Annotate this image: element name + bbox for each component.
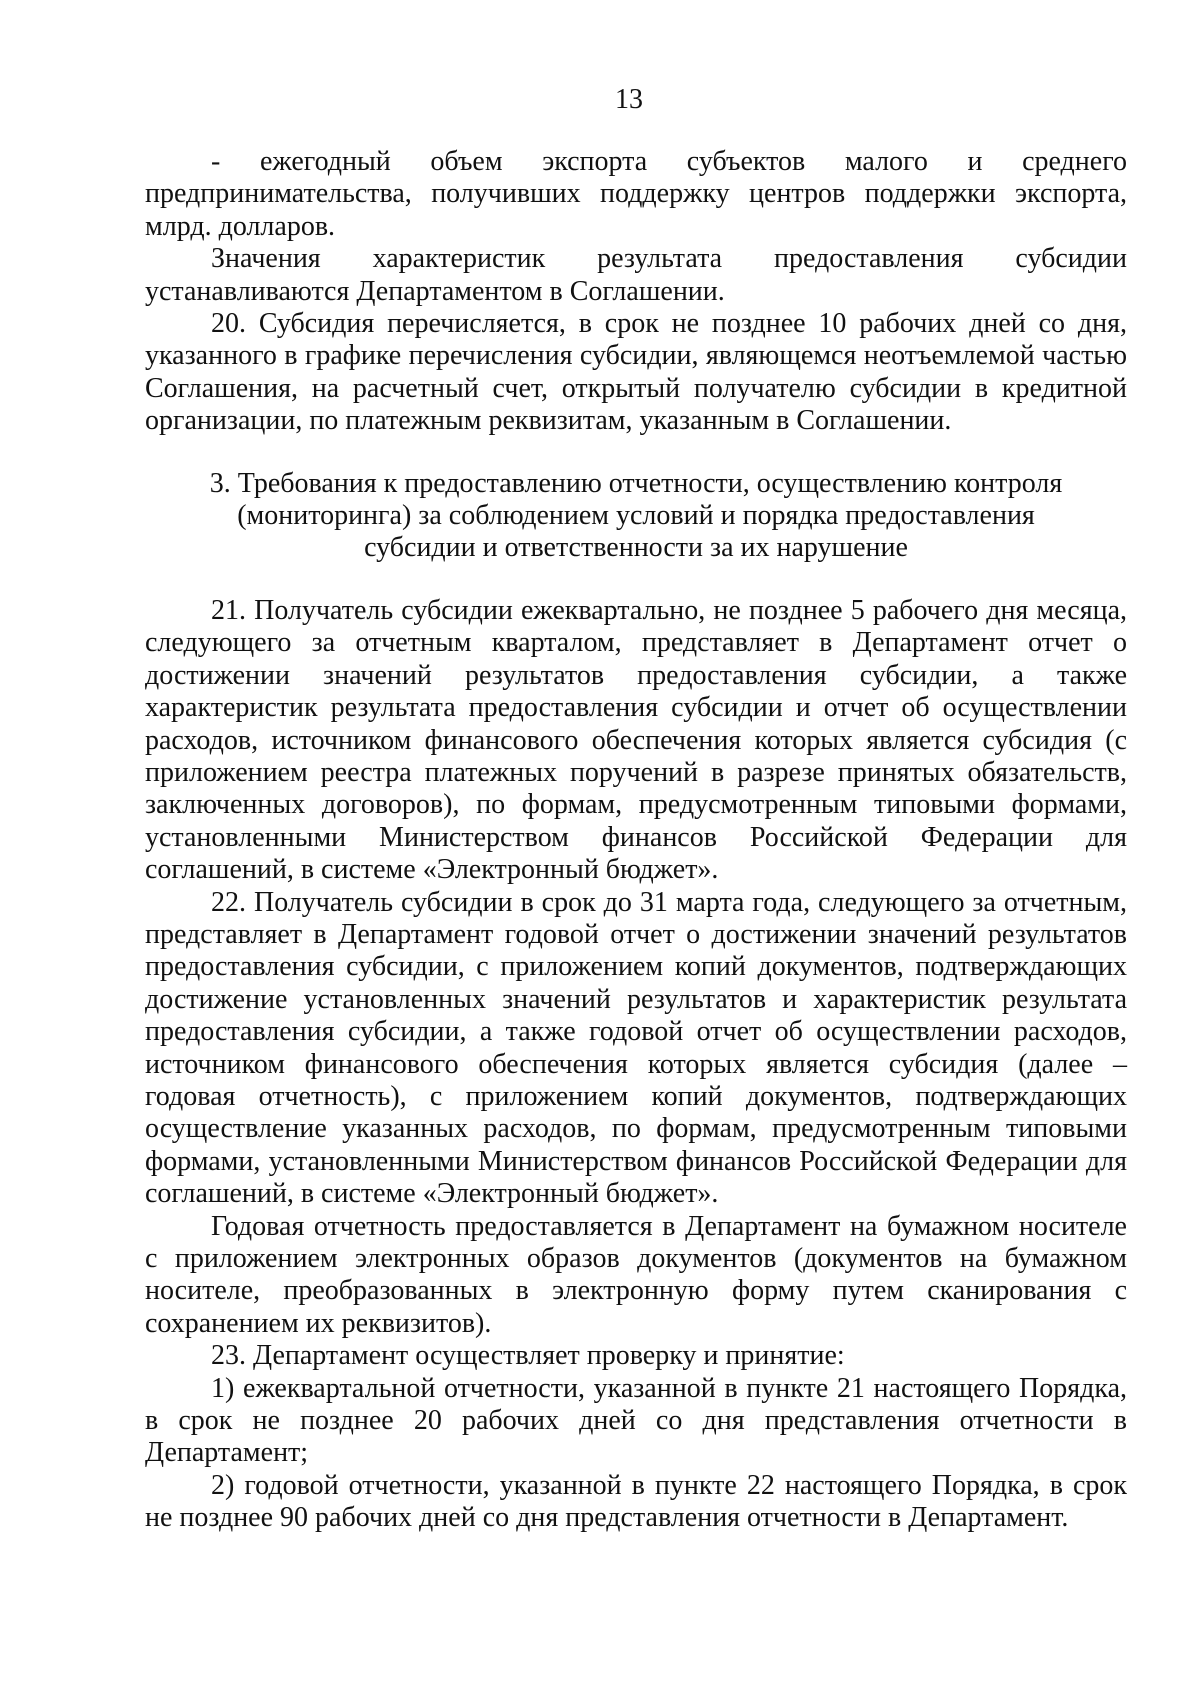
paragraph-item-23-1: 1) ежеквартальной отчетности, указанной в пункте 21 настоящего Порядка, в срок не позднее 20 рабочих дней со дня представления отчетности в Департамент; <box>145 1372 1127 1469</box>
paragraph-annual-reporting: Годовая отчетность предоставляется в Департамент на бумажном носителе с приложением электронных образов документов (документов на бумажном носителе, преобразованных в электронную форму путем сканирования с сохранением их реквизитов). <box>145 1210 1127 1339</box>
page-number: 13 <box>615 84 643 115</box>
paragraph-item-23: 23. Департамент осуществляет проверку и принятие: <box>211 1340 845 1372</box>
paragraph-item-23-2: 2) годовой отчетности, указанной в пункте 22 настоящего Порядка, в срок не позднее 90 рабочих дней со дня представления отчетности в Департамент. <box>145 1469 1127 1534</box>
paragraph-characteristics-values: Значения характеристик результата предоставления субсидии устанавливаются Департаментом в Соглашении. <box>145 243 1127 307</box>
paragraph-export-indicator: - ежегодный объем экспорта субъектов малого и среднего предпринимательства, получивших поддержку центров поддержки экспорта, млрд. долларов. <box>145 146 1127 242</box>
document-body <box>145 146 1127 1535</box>
paragraph-item-22: 22. Получатель субсидии в срок до 31 марта года, следующего за отчетным, представляет в Департамент годовой отчет о достижении значений результатов предоставления субсидии, с приложением копий документов, подтверждающих достижение установленных значений результатов и характеристик результата предоставления субсидии, а также годовой отчет об осуществлении расходов, источником финансового обеспечения которых является субсидия (далее – годовая отчетность), с приложением копий документов, подтверждающих осуществление указанных расходов, по формам, предусмотренным типовыми формами, установленными Министерством финансов Российской Федерации для соглашений, в системе «Электронный бюджет». <box>145 886 1127 1210</box>
paragraph-item-21: 21. Получатель субсидии ежеквартально, не позднее 5 рабочего дня месяца, следующего за отчетным кварталом, представляет в Департамент отчет о достижении значений результатов предоставления субсидии, а также характеристик результата предоставления субсидии и отчет об осуществлении расходов, источником финансового обеспечения которых является субсидия (с приложением реестра платежных поручений в разрезе принятых обязательств, заключенных договоров), по формам, предусмотренным типовыми формами, установленными Министерством финансов Российской Федерации для соглашений, в системе «Электронный бюджет». <box>145 594 1127 886</box>
section-heading: 3. Требования к предоставлению отчетности, осуществлению контроля (мониторинга) за соблюдением условий и порядка предоставления субсидии и ответственности за их нарушение <box>209 467 1063 564</box>
paragraph-item-20: 20. Субсидия перечисляется, в срок не позднее 10 рабочих дней со дня, указанного в графике перечисления субсидии, являющемся неотъемлемой частью Соглашения, на расчетный счет, открытый получателю субсидии в кредитной организации, по платежным реквизитам, указанным в Соглашении. <box>145 308 1127 437</box>
